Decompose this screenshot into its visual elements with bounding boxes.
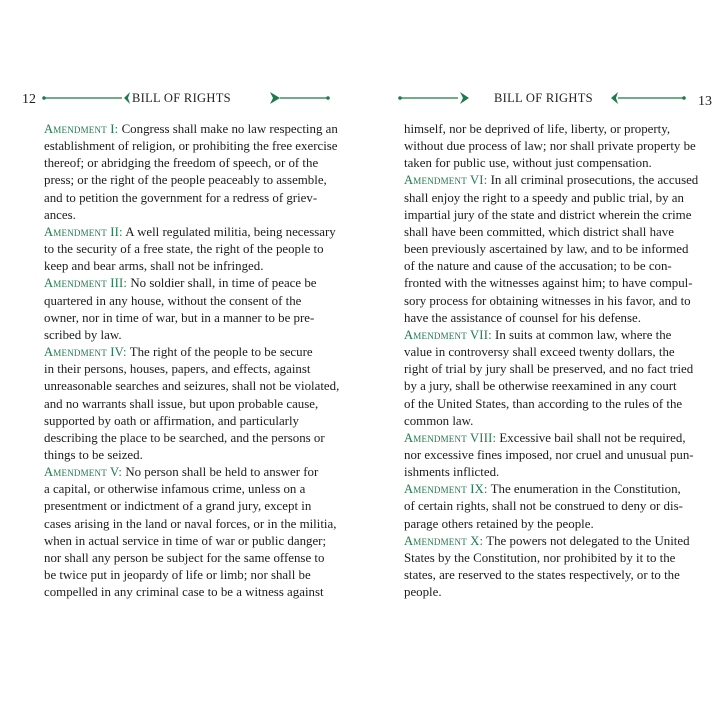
running-head: BILL OF RIGHTS — [132, 91, 231, 105]
amendment-label: Amendment IV: — [44, 345, 127, 360]
text-line: ances. — [44, 207, 76, 222]
text-line: fronted with the witnesses against him; to have compul- — [404, 276, 693, 291]
text-line: to the security of a free state, the right of the people to — [44, 242, 324, 257]
text-line: In suits at common law, where the — [495, 327, 672, 342]
amendment-paragraph — [44, 224, 336, 275]
text-line: by a jury, shall be otherwise reexamined in any court — [404, 379, 677, 394]
text-line: Congress shall make no law respecting an — [121, 122, 338, 136]
right-page-header — [398, 86, 716, 110]
text-line: and to petition the government for a redress of griev- — [44, 190, 318, 205]
text-line: quartered in any house, without the consent of the — [44, 293, 302, 308]
amendment-paragraph — [44, 275, 320, 344]
text-line: The powers not delegated to the United — [486, 533, 690, 548]
text-line: The enumeration in the Constitution, — [490, 482, 681, 497]
ornament-dot-left — [42, 96, 46, 100]
text-line: value in controversy shall exceed twenty dollars, the — [404, 345, 675, 360]
text-line: thereof; or abridging the freedom of speech, or of the — [44, 156, 319, 171]
text-line: describing the place to be searched, and the persons or — [44, 430, 325, 445]
running-head: BILL OF RIGHTS — [494, 91, 593, 105]
ornament-arrow-right-icon — [270, 92, 280, 104]
text-line: nor shall any person be subject for the same offense to — [44, 550, 325, 565]
text-line: and no warrants shall issue, but upon probable cause, — [44, 396, 319, 411]
ornament-arrow-right-icon — [611, 92, 618, 104]
text-line: compelled in any criminal case to be a witness against — [44, 585, 324, 600]
text-line: presentment or indictment of a grand jury, except in — [44, 499, 312, 514]
amendment-label: Amendment VI: — [404, 173, 488, 188]
text-line: of certain rights, shall not be construed to deny or dis- — [404, 499, 683, 514]
text-line: No soldier shall, in time of peace be — [130, 276, 317, 291]
text-line: parage others retained by the people. — [404, 516, 594, 531]
text-line: owner, nor in time of war, but in a manner to be pre- — [44, 310, 315, 325]
text-line: himself, nor be deprived of life, liberty, or property, — [404, 122, 671, 136]
text-line: shall have been committed, which district shall have — [404, 224, 674, 239]
text-line: keep and bear arms, shall not be infringed. — [44, 259, 264, 274]
amendment-label: Amendment III: — [44, 276, 128, 291]
amendment-paragraph — [404, 533, 690, 602]
right-text-column — [404, 121, 699, 601]
ornament-dot-right — [682, 96, 686, 100]
amendment-label: Amendment II: — [44, 224, 123, 239]
amendment-paragraph — [404, 172, 699, 326]
text-line: states, are reserved to the states respectively, or to the — [404, 568, 680, 583]
text-line: without due process of law; nor shall private property be — [404, 139, 696, 154]
text-line: In all criminal prosecutions, the accused — [490, 173, 699, 188]
text-line: press; or the right of the people peaceably to assemble, — [44, 173, 327, 188]
text-line: been previously ascertained by law, and to be informed — [404, 242, 689, 257]
ornament-arrow-left-icon — [124, 92, 130, 104]
text-line: have the assistance of counsel for his defense. — [404, 310, 641, 325]
right-page — [360, 0, 720, 720]
left-page-header — [22, 86, 332, 110]
text-line: establishment of religion, or prohibiting the free exercise — [44, 139, 338, 154]
ornament-dot-right — [326, 96, 330, 100]
page-number: 12 — [22, 92, 36, 107]
amendment-paragraph — [44, 121, 338, 224]
text-line: supported by oath or affirmation, and particularly — [44, 413, 299, 428]
amendment-paragraph — [44, 464, 337, 601]
amendment-paragraph — [404, 121, 696, 172]
amendment-label: Amendment X: — [404, 533, 484, 548]
text-line: nor excessive fines imposed, nor cruel and unusual pun- — [404, 447, 694, 462]
text-line: A well regulated militia, being necessary — [125, 224, 336, 239]
text-line: ishments inflicted. — [404, 465, 500, 480]
text-line: in their persons, houses, papers, and effects, against — [44, 362, 311, 377]
text-line: be twice put in jeopardy of life or limb; nor shall be — [44, 568, 311, 583]
amendment-paragraph — [404, 327, 694, 430]
text-line: scribed by law. — [44, 327, 122, 342]
text-line: impartial jury of the state and district wherein the crime — [404, 207, 692, 222]
ornament-arrow-left-icon — [460, 92, 469, 104]
amendment-paragraph — [44, 344, 340, 464]
text-line: people. — [404, 585, 442, 600]
amendment-label: Amendment I: — [44, 122, 119, 136]
amendment-label: Amendment VII: — [404, 327, 492, 342]
amendment-paragraph — [404, 481, 682, 532]
text-line: shall enjoy the right to a speedy and public trial, by an — [404, 190, 684, 205]
text-line: sory process for obtaining witnesses in his favor, and to — [404, 293, 691, 308]
text-line: of the United States, than according to the rules of the — [404, 396, 683, 411]
text-line: right of trial by jury shall be preserved, and no fact tried — [404, 362, 694, 377]
amendment-label: Amendment V: — [44, 465, 123, 480]
text-line: of the nature and cause of the accusation; to be con- — [404, 259, 672, 274]
text-line: unreasonable searches and seizures, shall not be violated, — [44, 379, 340, 394]
text-line: States by the Constitution, nor prohibited by it to the — [404, 550, 676, 565]
amendment-label: Amendment IX: — [404, 482, 488, 497]
text-line: common law. — [404, 413, 474, 428]
text-line: things to be seized. — [44, 447, 143, 462]
left-text-column — [44, 121, 340, 601]
amendment-label: Amendment VIII: — [404, 430, 497, 445]
text-line: The right of the people to be secure — [129, 345, 313, 360]
page-number: 13 — [698, 94, 712, 109]
text-line: taken for public use, without just compensation. — [404, 156, 652, 171]
text-line: cases arising in the land or naval forces, or in the militia, — [44, 516, 337, 531]
text-line: Excessive bail shall not be required, — [499, 430, 686, 445]
text-line: a capital, or otherwise infamous crime, unless on a — [44, 482, 306, 497]
text-line: No person shall be held to answer for — [125, 465, 319, 480]
amendment-paragraph — [404, 430, 694, 481]
text-line: when in actual service in time of war or public danger; — [44, 533, 327, 548]
